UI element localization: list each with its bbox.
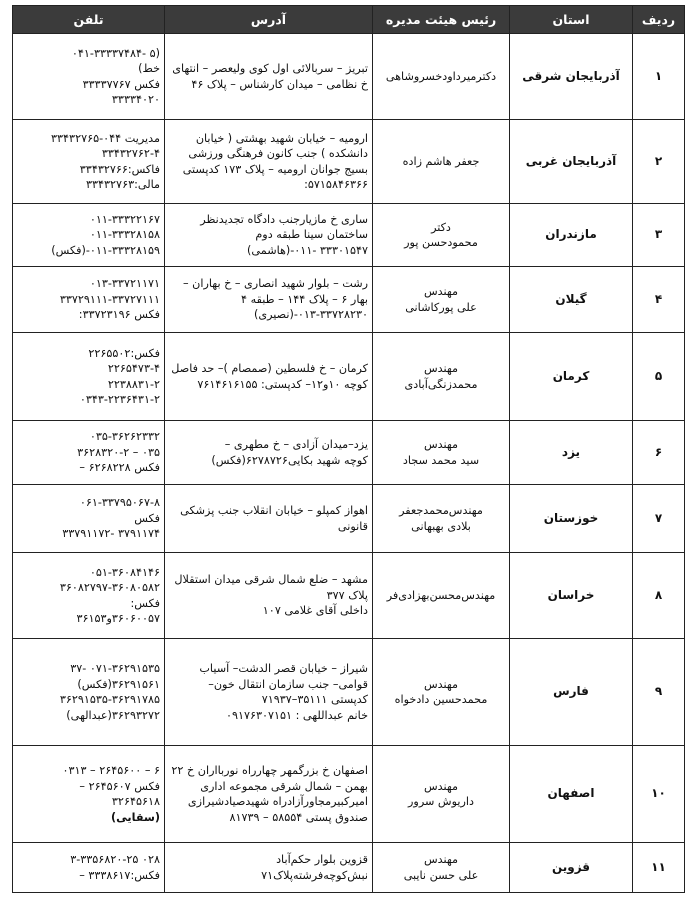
address-line: ۳۳۳۰۱۵۴۷ -۰۱۱-(هاشمی) bbox=[247, 243, 368, 257]
table-row bbox=[13, 746, 685, 843]
row-number-cell bbox=[633, 333, 685, 421]
president-name-line: علی حسن نایبی bbox=[403, 868, 479, 882]
row-number: ۸ bbox=[654, 587, 663, 602]
president-name-line: داریوش سرور bbox=[408, 795, 474, 808]
address-line: دانشکده ) جنب کانون فرهنگی ورزشی bbox=[188, 147, 368, 160]
president-name-line: مهندس bbox=[423, 362, 459, 375]
row-number-cell bbox=[633, 746, 685, 843]
table-row bbox=[13, 843, 685, 893]
president-name-line: علی پورکاشانی bbox=[405, 300, 477, 314]
province-name: اصفهان bbox=[547, 786, 595, 801]
address-line: خانم عبداللهی : ۰۹۱۷۶۳۰۷۱۵۱ bbox=[225, 708, 368, 722]
province-name: کرمان bbox=[552, 368, 590, 383]
address-line: یزد–میدان آزادی – خ مطهری – bbox=[224, 438, 368, 451]
row-number-cell bbox=[633, 120, 685, 204]
address-line: پلاک ۳۷۷ bbox=[326, 588, 368, 602]
phone-cell bbox=[13, 843, 165, 893]
address-line: امیرکبیرمجاورآزادراه شهیدصیادشیرازی bbox=[187, 795, 368, 808]
president-cell bbox=[373, 553, 510, 639]
phone-line: مالی:۳۳۴۳۲۷۶۳ bbox=[86, 178, 160, 191]
phone-cell bbox=[13, 333, 165, 421]
address-line: اصفهان خ بزرگمهر چهارراه نوربااران خ ۲۲ bbox=[171, 764, 368, 777]
address-cell bbox=[165, 843, 373, 893]
president-name-line: مهندس bbox=[423, 285, 459, 298]
row-number-cell bbox=[633, 553, 685, 639]
phone-line: ۳۳۷۲۹۱۱۱-۳۳۷۲۷۱۱۱ bbox=[59, 292, 160, 306]
row-number-cell bbox=[633, 421, 685, 485]
phone-line: ۳۶۰۸۲۷۹۷-۳۶۰۸۰۵۸۲ bbox=[59, 581, 160, 594]
table-row bbox=[13, 34, 685, 120]
address-cell bbox=[165, 204, 373, 267]
table-row bbox=[13, 553, 685, 639]
address-line: کوچه ۱۰و۱۲– کدپستی: ۷۶۱۴۶۱۶۱۵۵ bbox=[197, 377, 368, 391]
phone-line: ۳۲۶۴۵۶۱۸ bbox=[111, 795, 160, 808]
province-cell bbox=[510, 485, 633, 553]
address-line: بهار ۶ – پلاک ۱۴۴ – طبقه ۴ bbox=[241, 292, 368, 306]
province-cell bbox=[510, 639, 633, 746]
province-cell bbox=[510, 120, 633, 204]
address-line: قوامی– جنب سازمان انتقال خون– bbox=[208, 677, 368, 691]
phone-cell bbox=[13, 746, 165, 843]
row-number-cell bbox=[633, 485, 685, 553]
phone-cell bbox=[13, 553, 165, 639]
phone-line: ۳۶۲۹۳۲۷۲(عبدالهی) bbox=[66, 708, 160, 722]
phone-line: ۰۷۱-۳۶۲۹۱۵۳۵ -۳۷ bbox=[70, 662, 160, 675]
president-cell bbox=[373, 843, 510, 893]
address-line: بهمن – شمال شرقی مجموعه اداری bbox=[200, 779, 368, 793]
address-line: ساری خ مازیارجنب دادگاه تجدیدنظر bbox=[200, 212, 368, 226]
president-cell bbox=[373, 34, 510, 120]
address-line: ارومیه – خیابان شهید بهشتی ( خیابان bbox=[195, 131, 368, 145]
president-cell bbox=[373, 120, 510, 204]
president-cell bbox=[373, 421, 510, 485]
president-cell bbox=[373, 485, 510, 553]
row-number: ۵ bbox=[654, 368, 663, 383]
phone-line: فکس ۲۶۴۵۶۰۷ – bbox=[79, 779, 160, 793]
president-cell bbox=[373, 333, 510, 421]
address-cell bbox=[165, 421, 373, 485]
phone-line: فکس ۳۳۷۲۳۱۹۶: bbox=[78, 308, 160, 322]
row-number: ۱۱ bbox=[651, 859, 666, 874]
header-province: استان bbox=[510, 6, 633, 34]
province-cell bbox=[510, 267, 633, 333]
address-line: قانونی bbox=[337, 519, 368, 533]
table-row bbox=[13, 333, 685, 421]
address-cell bbox=[165, 746, 373, 843]
table-row bbox=[13, 421, 685, 485]
address-line: ۵۷۱۵۸۴۶۳۶۶: bbox=[304, 178, 368, 191]
address-cell bbox=[165, 120, 373, 204]
provinces-table-container bbox=[12, 5, 684, 893]
president-name-line: محمودحسن پور bbox=[404, 236, 478, 249]
province-name: آذربایجان غربی bbox=[525, 153, 617, 168]
president-name-line: دکتر bbox=[431, 220, 451, 234]
phone-line: فکس:۳۳۳۸۶۱۷ – bbox=[79, 868, 160, 882]
phone-line: فکس ۶۲۶۸۲۲۸ – bbox=[79, 461, 160, 475]
phone-line: (۵ -۰۴۱-۳۳۳۳۷۴۸۴ bbox=[71, 46, 160, 60]
province-name: خوزستان bbox=[543, 510, 599, 525]
phone-line: ۶ – ۲۶۴۵۶۰۰ – ۰۳۱۳ bbox=[62, 764, 160, 777]
header-row-number: ردیف bbox=[633, 6, 685, 34]
phone-line: مدیریت ۰۴۴-۳۳۴۳۲۷۶۵ bbox=[51, 131, 160, 145]
phone-line: ۰۳۵ – ۳۶۲۸۳۲۰-۲ bbox=[77, 445, 160, 459]
address-line: داخلی آقای غلامی ۱۰۷ bbox=[262, 604, 368, 618]
address-line: بسیج جوانان ارومیه – پلاک ۱۷۳ کدپستی bbox=[182, 162, 368, 176]
phone-line: فکس:۲۲۶۵۵۰۲ bbox=[88, 346, 160, 360]
president-name-line: مهندس bbox=[423, 853, 459, 866]
header-address: آدرس bbox=[165, 6, 373, 34]
address-cell bbox=[165, 333, 373, 421]
phone-line: ۰۱۱-۳۳۳۲۸۱۵۹-(فکس) bbox=[51, 243, 160, 257]
phone-line: فکس bbox=[134, 511, 160, 525]
address-line: صندوق پستی ۵۸۵۵۴ – ۸۱۷۳۹ bbox=[229, 810, 368, 824]
address-line: کدپستی ۳۵۱۱۱–۷۱۹۳۷ bbox=[261, 693, 368, 706]
phone-line: ۰۱۱-۳۳۳۲۸۱۵۸ bbox=[89, 228, 160, 242]
header-board-president: رئیس هیئت مدیره bbox=[373, 6, 510, 34]
table-row bbox=[13, 639, 685, 746]
president-name-line: محمدحسین دادخواه bbox=[394, 693, 488, 706]
row-number-cell bbox=[633, 267, 685, 333]
table-row bbox=[13, 267, 685, 333]
address-line: اهواز کمپلو – خیابان انقلاب جنب پزشکی bbox=[180, 504, 368, 517]
row-number: ۲ bbox=[654, 153, 663, 168]
row-number: ۷ bbox=[654, 510, 663, 525]
province-cell bbox=[510, 333, 633, 421]
phone-cell bbox=[13, 421, 165, 485]
phone-line: ۰۱۱-۳۳۳۲۲۱۶۷ bbox=[89, 212, 160, 226]
phone-cell bbox=[13, 639, 165, 746]
table-row bbox=[13, 485, 685, 553]
president-name-line: محمدزنگی‌آبادی bbox=[404, 377, 478, 391]
province-name: مازندران bbox=[545, 227, 597, 242]
header-phone: تلفن bbox=[13, 6, 165, 34]
row-number-cell bbox=[633, 204, 685, 267]
provinces-table bbox=[12, 5, 685, 893]
phone-cell bbox=[13, 267, 165, 333]
row-number: ۹ bbox=[654, 684, 663, 699]
province-cell bbox=[510, 421, 633, 485]
phone-cell bbox=[13, 204, 165, 267]
address-line: رشت – بلوار شهید انصاری – خ بهاران – bbox=[183, 277, 368, 291]
table-body bbox=[13, 34, 685, 893]
phone-line: فکس: bbox=[130, 596, 160, 610]
address-cell bbox=[165, 34, 373, 120]
province-name: قزوین bbox=[551, 859, 591, 874]
province-name: یزد bbox=[561, 444, 581, 459]
province-cell bbox=[510, 843, 633, 893]
president-name-line: دکترمیرداودخسروشاهی bbox=[385, 69, 497, 83]
phone-cell bbox=[13, 34, 165, 120]
address-line: مشهد – ضلع شمال شرقی میدان استقلال bbox=[174, 573, 368, 587]
phone-cell bbox=[13, 485, 165, 553]
phone-line: فاکس:۳۳۴۳۲۷۶۶ bbox=[79, 162, 160, 176]
president-name-line: مهندس‌محمدجعفر bbox=[399, 504, 483, 517]
phone-line: (سقایی) bbox=[111, 810, 160, 824]
row-number: ۴ bbox=[654, 291, 663, 306]
president-name-line: جعفر هاشم زاده bbox=[402, 154, 480, 168]
president-cell bbox=[373, 639, 510, 746]
row-number-cell bbox=[633, 843, 685, 893]
address-line: کرمان – خ فلسطین (صمصام )– حد فاصل bbox=[171, 362, 368, 375]
province-cell bbox=[510, 34, 633, 120]
address-cell bbox=[165, 553, 373, 639]
address-cell bbox=[165, 485, 373, 553]
phone-line: ۲۲۶۵۴۷۳-۴ bbox=[107, 362, 160, 375]
president-name-line: مهندس bbox=[423, 438, 459, 451]
address-line: نبش‌کوچه‌فرشته‌پلاک۷۱ bbox=[261, 868, 368, 882]
phone-line: ۳۷۹۱۱۷۴ -۳۳۷۹۱۱۷۲ bbox=[62, 527, 160, 541]
province-cell bbox=[510, 553, 633, 639]
phone-line: ۰۲۸ ۳-۳۳۵۶۸۲۰-۲۵ bbox=[70, 853, 160, 866]
president-cell bbox=[373, 746, 510, 843]
president-name-line: سید محمد سجاد bbox=[402, 453, 480, 467]
phone-line: ۳۳۳۳۴۰۲۰ bbox=[111, 93, 160, 106]
president-name-line: مهندس bbox=[423, 779, 459, 793]
address-line: قزوین بلوار حکم‌آباد bbox=[276, 853, 368, 866]
row-number: ۶ bbox=[654, 444, 663, 459]
address-line: ساختمان سینا طبقه دوم bbox=[255, 228, 368, 242]
row-number-cell bbox=[633, 34, 685, 120]
phone-line: ۰۶۱-۳۳۷۹۵۰۶۷-۸ bbox=[79, 496, 160, 510]
phone-line: ۳۶۰۶۰۰۵۷و۳۶۱۵۳ bbox=[76, 612, 160, 625]
row-number-cell bbox=[633, 639, 685, 746]
president-name-line: بلادی بهبهانی bbox=[411, 519, 471, 533]
phone-line: ۰۳۴۳-۲۲۳۶۴۳۱-۲ bbox=[79, 393, 160, 406]
phone-line: ۰۵۱-۳۶۰۸۴۱۴۶ bbox=[89, 565, 160, 579]
province-name: خراسان bbox=[547, 587, 595, 602]
table-row bbox=[13, 204, 685, 267]
table-header-row bbox=[13, 6, 685, 34]
address-line: ۰۱۳-۳۳۷۲۸۲۳۰-(نصیری) bbox=[253, 308, 368, 322]
address-line: خ نظامی – میدان کارشناس – پلاک ۴۶ bbox=[191, 77, 368, 91]
phone-line: ۳۳۴۳۲۷۶۲-۴ bbox=[101, 147, 160, 160]
president-cell bbox=[373, 204, 510, 267]
province-cell bbox=[510, 746, 633, 843]
table-row bbox=[13, 120, 685, 204]
address-line: شیراز – خیابان قصر الدشت– آسیاب bbox=[199, 662, 368, 675]
address-line: کوچه شهید بکایی۶۲۷۸۷۲۶(فکس) bbox=[211, 453, 368, 467]
president-name-line: مهندس bbox=[423, 677, 459, 691]
province-name: گیلان bbox=[555, 291, 587, 306]
province-name: فارس bbox=[553, 684, 589, 699]
phone-line: ۳۶۲۹۱۵۶۱(فکس) bbox=[77, 677, 160, 691]
president-cell bbox=[373, 267, 510, 333]
phone-line: فکس ۳۳۳۳۷۷۶۷ bbox=[82, 77, 160, 91]
phone-line: ۳۶۲۹۱۵۳۵-۳۶۲۹۱۷۸۵ bbox=[59, 693, 160, 706]
address-cell bbox=[165, 267, 373, 333]
address-line: تبریز – سربالائی اول کوی ولیعصر – انتهای bbox=[172, 62, 368, 75]
phone-cell bbox=[13, 120, 165, 204]
row-number: ۳ bbox=[654, 227, 663, 242]
province-name: آذربایجان شرقی bbox=[522, 68, 620, 83]
row-number: ۱ bbox=[654, 68, 663, 83]
row-number: ۱۰ bbox=[651, 786, 666, 801]
phone-line: ۲۲۳۸۸۳۱-۲ bbox=[107, 377, 160, 391]
province-cell bbox=[510, 204, 633, 267]
president-name-line: مهندس‌محسن‌بهزادی‌فر bbox=[386, 588, 496, 602]
phone-line: ۰۳۵-۳۶۲۶۲۳۳۲ bbox=[89, 430, 160, 444]
phone-line: ۰۱۳-۳۳۷۲۱۱۷۱ bbox=[89, 277, 160, 291]
address-cell bbox=[165, 639, 373, 746]
phone-line: خط) bbox=[138, 62, 160, 75]
